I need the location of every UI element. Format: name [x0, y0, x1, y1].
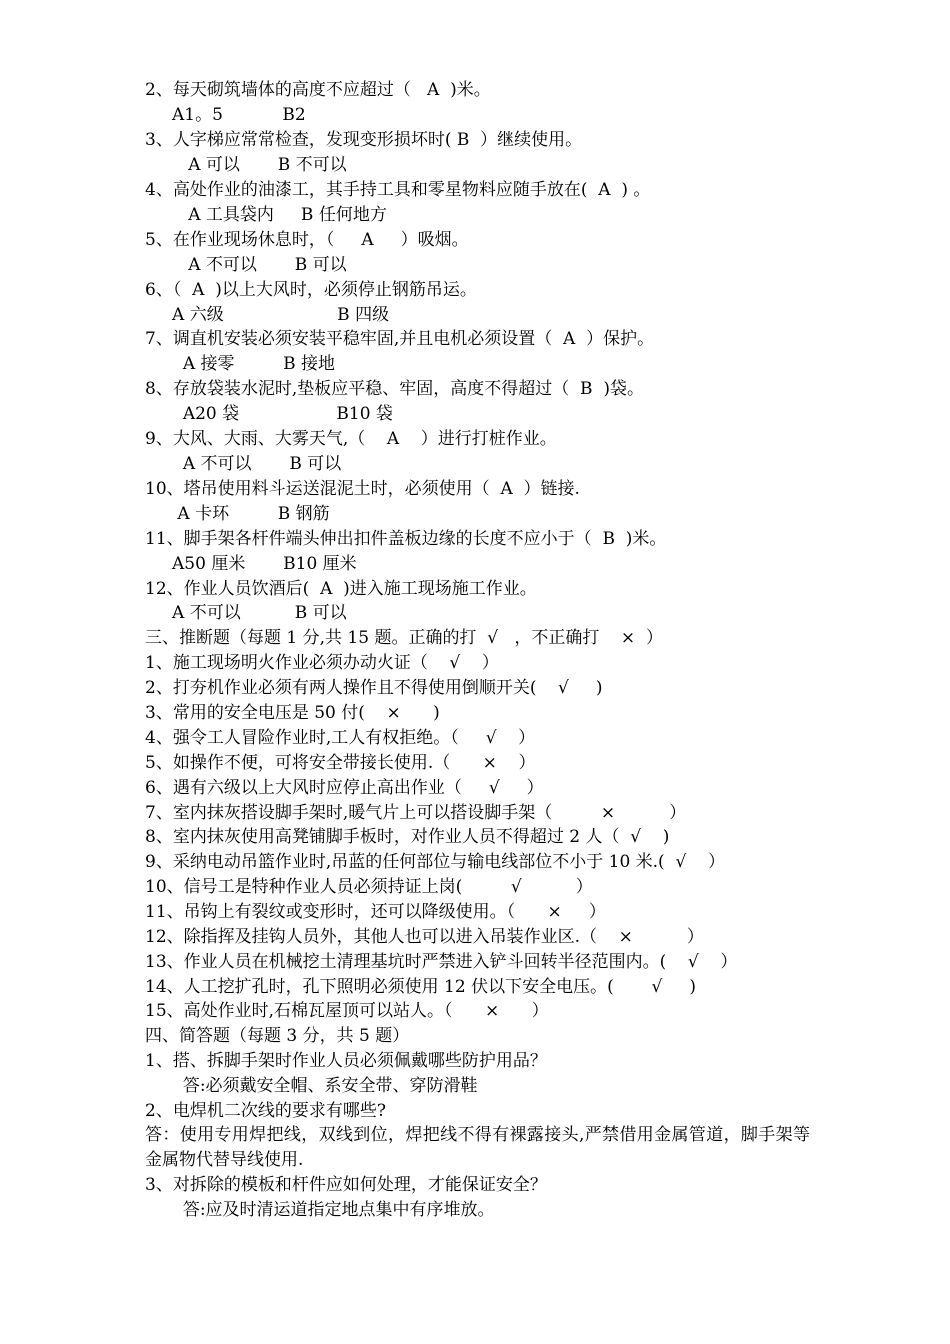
judgment-14: 14、人工挖扩孔时，孔下照明必须使用 12 伏以下安全电压。( √ )	[145, 977, 697, 997]
question-3-text: 3、人字梯应常常检查，发现变形损坏时( B ）继续使用。	[145, 130, 583, 150]
question-4-text: 4、高处作业的油漆工，其手持工具和零星物料应随手放在( A ) 。	[145, 180, 651, 200]
question-6-text: 6、（ A )以上大风时，必须停止钢筋吊运。	[145, 280, 477, 300]
judgment-4: 4、强令工人冒险作业时,工人有权拒绝。（ √ ）	[145, 728, 536, 748]
short-answer-2-answer: 答：使用专用焊把线，双线到位，焊把线不得有裸露接头,严禁借用金属管道，脚手架等金属物代替导线使用.	[145, 1125, 810, 1170]
judgment-7: 7、室内抹灰搭设脚手架时,暖气片上可以搭设脚手架（ × ）	[145, 803, 687, 823]
question-12-text: 12、作业人员饮酒后( A )进入施工现场施工作业。	[145, 579, 537, 599]
question-9-options: A 不可以 B 可以	[145, 454, 342, 474]
question-11-options: A50 厘米 B10 厘米	[145, 554, 357, 574]
short-answer-1-question: 1、搭、拆脚手架时作业人员必须佩戴哪些防护用品？	[145, 1051, 547, 1071]
question-12-options: A 不可以 B 可以	[145, 603, 347, 623]
judgment-3: 3、常用的安全电压是 50 付( × )	[145, 703, 440, 723]
judgment-10: 10、信号工是特种作业人员必须持证上岗( √ ）	[145, 877, 593, 897]
short-answer-3-question: 3、对拆除的模板和杆件应如何处理，才能保证安全？	[145, 1175, 547, 1195]
question-2-options: A1。5 B2	[145, 105, 306, 125]
question-10-text: 10、塔吊使用料斗运送混泥土时，必须使用（ A ）链接.	[145, 479, 580, 499]
short-answer-2-question: 2、电焊机二次线的要求有哪些?	[145, 1101, 386, 1121]
question-7-options: A 接零 B 接地	[145, 354, 336, 374]
question-6-options: A 六级 B 四级	[145, 305, 390, 325]
short-answer-3-answer: 答:应及时清运道指定地点集中有序堆放。	[145, 1200, 495, 1220]
question-8-text: 8、存放袋装水泥时,垫板应平稳、牢固，高度不得超过（ B )袋。	[145, 379, 644, 399]
judgment-11: 11、吊钩上有裂纹或变形时，还可以降级使用。（ × ）	[145, 902, 606, 922]
judgment-5: 5、如操作不便，可将安全带接长使用.（ × ）	[145, 753, 536, 773]
judgment-9: 9、采纳电动吊篮作业时,吊蓝的任何部位与输电线部位不小于 10 米.( √ ）	[145, 852, 725, 872]
question-4-options: A 工具袋内 B 任何地方	[145, 205, 387, 225]
judgment-15: 15、高处作业时,石棉瓦屋顶可以站人。（ × ）	[145, 1001, 549, 1021]
short-answer-1-answer: 答:必须戴安全帽、系安全带、穿防滑鞋	[145, 1076, 478, 1096]
judgment-2: 2、打夯机作业必须有两人操作且不得使用倒顺开关( √ )	[145, 678, 603, 698]
section-3-heading: 三、推断题（每题 1 分,共 15 题。正确的打 √ ，不正确打 × ）	[145, 628, 663, 648]
question-5-text: 5、在作业现场休息时，（ A ）吸烟。	[145, 230, 469, 250]
question-11-text: 11、脚手架各杆件端头伸出扣件盖板边缘的长度不应小于（ B )米。	[145, 529, 667, 549]
judgment-8: 8、室内抹灰使用高凳铺脚手板时，对作业人员不得超过 2 人（ √ )	[145, 827, 670, 847]
section-4-heading: 四、简答题（每题 3 分，共 5 题）	[145, 1026, 410, 1046]
question-5-options: A 不可以 B 可以	[145, 255, 347, 275]
question-9-text: 9、大风、大雨、大雾天气,（ A ）进行打桩作业。	[145, 429, 557, 449]
question-3-options: A 可以 B 不可以	[145, 155, 347, 175]
judgment-1: 1、施工现场明火作业必须办动火证（ √ ）	[145, 653, 499, 673]
question-8-options: A20 袋 B10 袋	[145, 404, 393, 424]
question-10-options: A 卡环 B 钢筋	[145, 504, 330, 524]
judgment-12: 12、除指挥及挂钩人员外，其他人也可以进入吊装作业区.（ × ）	[145, 927, 704, 947]
question-2-text: 2、每天砌筑墙体的高度不应超过（ A )米。	[145, 80, 491, 100]
judgment-13: 13、作业人员在机械挖土清理基坑时严禁进入铲斗回转半径范围内。( √ ）	[145, 952, 738, 972]
question-7-text: 7、调直机安装必须安装平稳牢固,并且电机必须设置（ A ）保护。	[145, 329, 655, 349]
judgment-6: 6、遇有六级以上大风时应停止高出作业（ √ ）	[145, 778, 544, 798]
